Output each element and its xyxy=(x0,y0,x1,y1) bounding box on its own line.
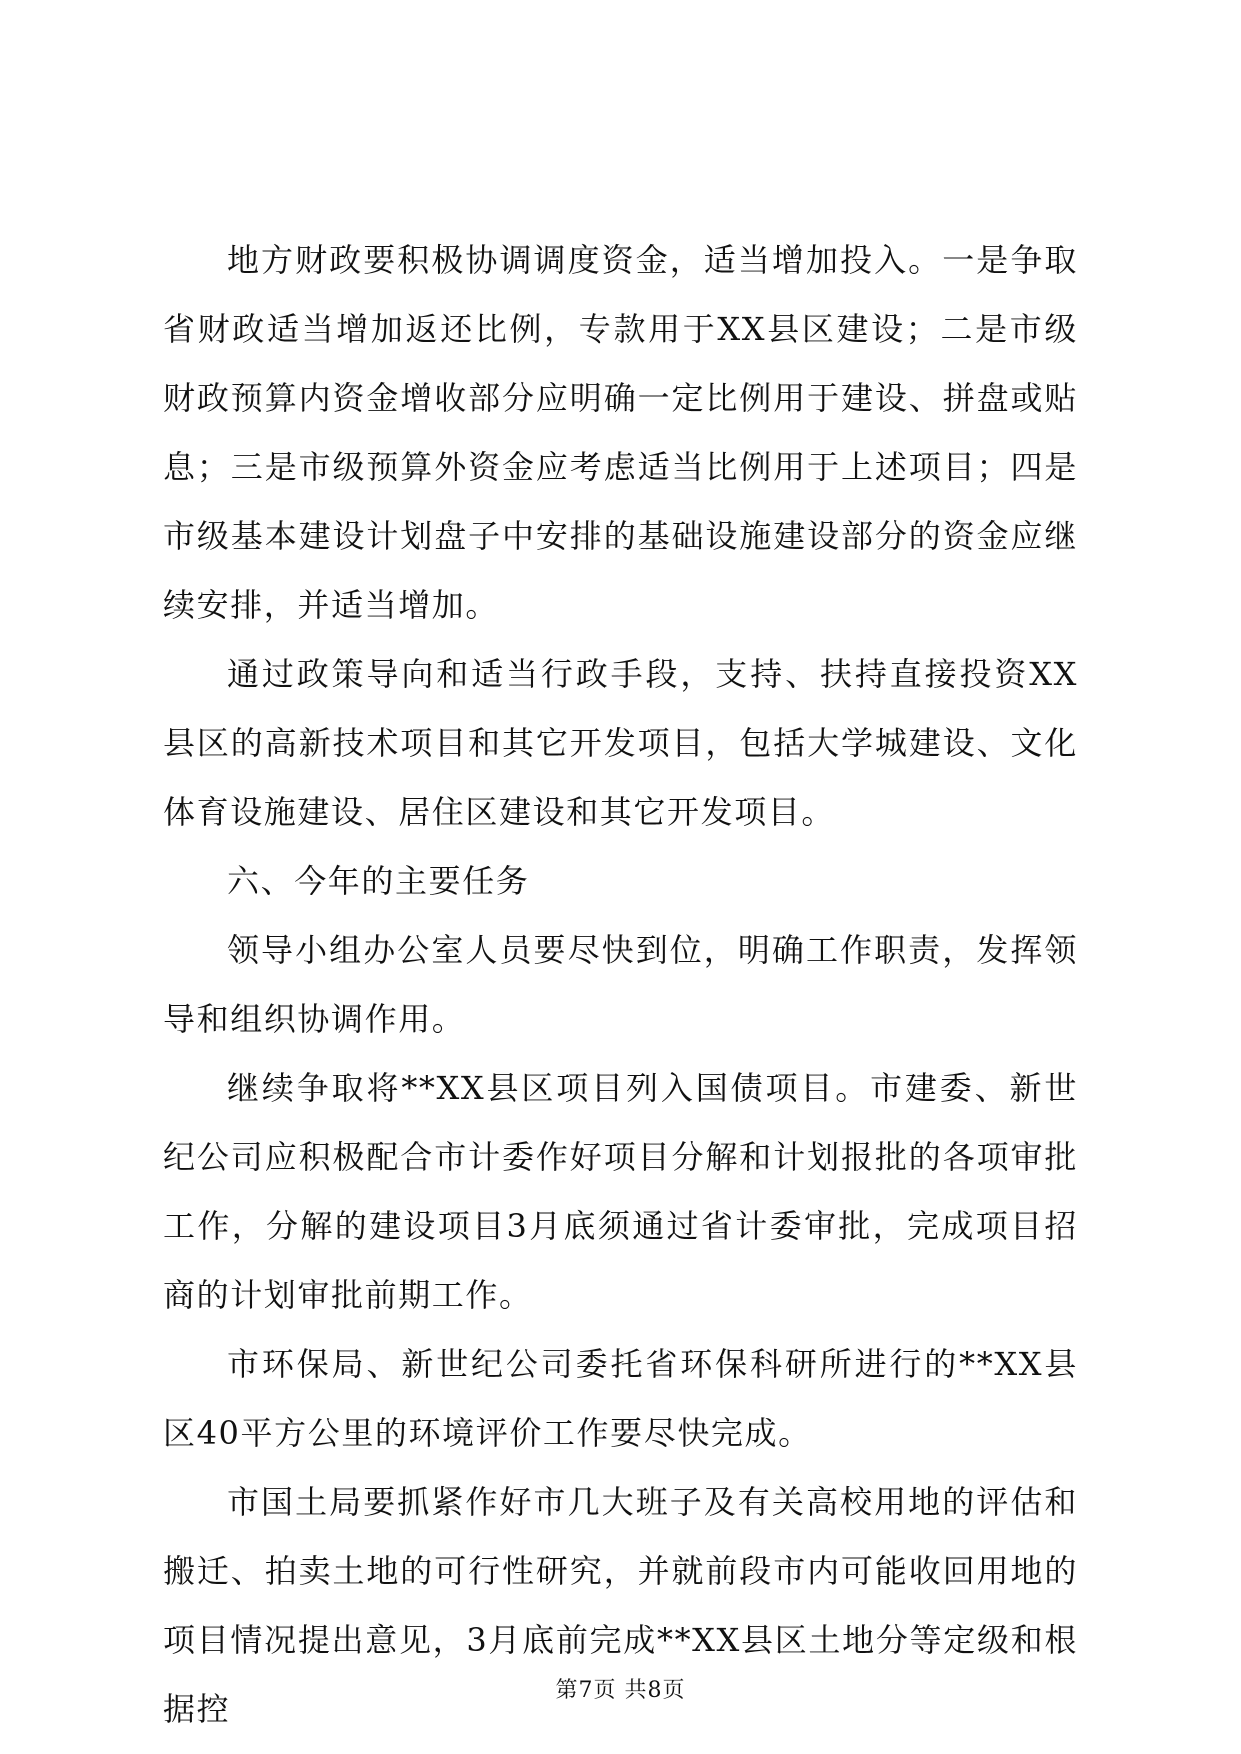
paragraph-land-bureau: 市国土局要抓紧作好市几大班子及有关高校用地的评估和搬迁、拍卖土地的可行性研究，并就前段市内可能收回用地的项目情况提出意见，3月底前完成**XX县区土地分等定级和根据控 xyxy=(163,1483,1078,1728)
paragraph-leadership-office: 领导小组办公室人员要尽快到位，明确工作职责，发挥领导和组织协调作用。 xyxy=(163,931,1078,1038)
paragraph-policy-support: 通过政策导向和适当行政手段，支持、扶持直接投资XX县区的高新技术项目和其它开发项目，包括大学城建设、文化体育设施建设、居住区建设和其它开发项目。 xyxy=(163,655,1078,831)
document-body xyxy=(163,226,1078,1744)
paragraph-funding: 地方财政要积极协调调度资金，适当增加投入。一是争取省财政适当增加返还比例，专款用于XX县区建设；二是市级财政预算内资金增收部分应明确一定比例用于建设、拼盘或贴息；三是市级预算外资金应考虑适当比例用于上述项目；四是市级基本建设计划盘子中安排的基础设施建设部分的资金应继续安排，并适当增加。 xyxy=(163,241,1078,624)
section-heading-main-tasks: 六、今年的主要任务 xyxy=(227,862,530,900)
paragraph-national-debt: 继续争取将**XX县区项目列入国债项目。市建委、新世纪公司应积极配合市计委作好项目分解和计划报批的各项审批工作，分解的建设项目3月底须通过省计委审批，完成项目招商的计划审批前期工作。 xyxy=(163,1069,1078,1314)
page-number-footer: 第7页 共8页 xyxy=(555,1678,686,1703)
paragraph-environment-evaluation: 市环保局、新世纪公司委托省环保科研所进行的**XX县区40平方公里的环境评价工作要尽快完成。 xyxy=(163,1345,1078,1452)
